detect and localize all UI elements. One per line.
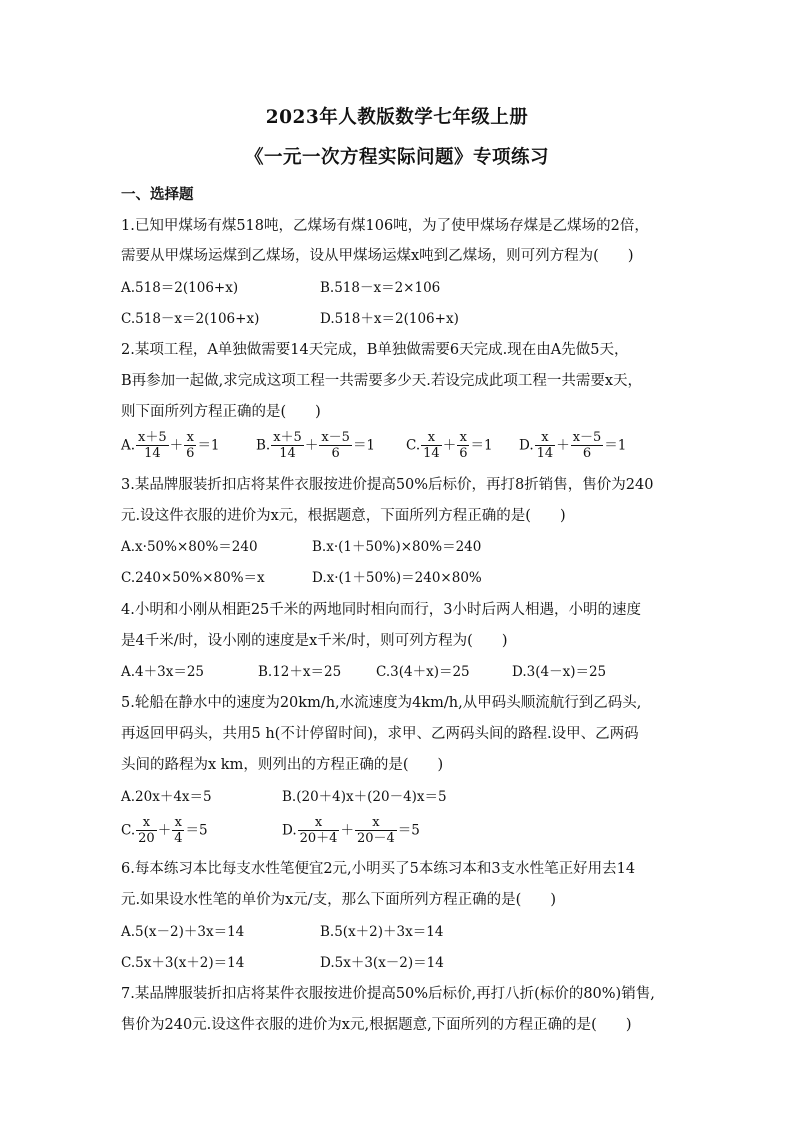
question-2-line-3: 则下面所列方程正确的是( )	[121, 404, 321, 420]
question-5-option-a: A.20x＋4x＝5	[121, 789, 212, 805]
question-1-option-d: D.518＋x＝2(106+x)	[320, 311, 459, 327]
denominator: 6	[571, 445, 604, 461]
question-4-line-1: 4.小明和小刚从相距25千米的两地同时相向而行，3小时后两人相遇，小明的速度	[121, 602, 642, 618]
fraction	[136, 430, 169, 461]
denominator: 20＋4	[299, 831, 338, 846]
option-letter: A.	[121, 437, 136, 454]
question-3-line-1: 3.某品牌服装折扣店将某件衣服按进价提高50%后标价，再打8折销售，售价为240	[121, 477, 654, 493]
numerator: x	[372, 815, 380, 830]
option-letter: D.	[282, 822, 297, 839]
question-2-option-d	[519, 430, 626, 461]
denominator: 6	[459, 446, 468, 461]
question-6-option-a: A.5(x－2)＋3x＝14	[121, 924, 245, 940]
numerator: x	[142, 815, 151, 830]
numerator: x＋5	[273, 430, 302, 445]
question-3-option-a: A.x·50%×80%＝240	[121, 539, 258, 555]
option-letter: C.	[406, 437, 421, 454]
question-6-line-2: 元.如果设水性笔的单价为x元/支，那么下面所列方程正确的是( )	[121, 892, 556, 908]
document-subtitle: 《一元一次方程实际问题》专项练习	[244, 147, 549, 168]
question-2-line-1: 2.某项工程，A单独做需要14天完成，B单独做需要6天完成.现在由A先做5天，	[121, 342, 629, 358]
fraction	[535, 430, 556, 461]
equals-part: ＝1	[352, 437, 376, 454]
question-3-option-b: B.x·(1＋50%)×80%＝240	[312, 539, 482, 555]
numerator: x	[459, 430, 467, 445]
question-5-line-3: 头间的路程为x km，则列出的方程正确的是( )	[121, 757, 444, 773]
question-6-line-1: 6.每本练习本比每支水性笔便宜2元,小明买了5本练习本和3支水性笔正好用去14	[121, 861, 636, 877]
question-7-line-2: 售价为240元.设这件衣服的进价为x元,根据题意,下面所列的方程正确的是( )	[121, 1017, 632, 1033]
fraction	[172, 815, 184, 846]
denominator: 6	[186, 446, 195, 461]
question-1-option-b: B.518－x＝2×106	[320, 280, 441, 296]
question-2-option-c	[406, 430, 493, 461]
question-6-option-d: D.5x＋3(x－2)＝14	[320, 955, 444, 971]
numerator: x－5	[572, 430, 602, 445]
plus-sign: ＋	[304, 437, 319, 454]
numerator: x	[174, 815, 182, 830]
fraction	[571, 430, 604, 461]
question-2-line-2: B再参加一起做,求完成这项工程一共需要多少天.若设完成此项工程一共需要x天，	[121, 373, 643, 389]
plus-sign: ＋	[169, 437, 184, 454]
equals-part: ＝1	[197, 437, 220, 454]
question-5-option-d	[282, 815, 420, 846]
option-letter: B.	[256, 437, 271, 454]
equals-part: ＝5	[185, 822, 208, 839]
question-4-line-2: 是4千米/时，设小刚的速度是x千米/时，则可列方程为( )	[121, 633, 508, 649]
fraction	[319, 430, 352, 461]
denominator: 6	[319, 445, 352, 461]
question-6-option-b: B.5(x＋2)＋3x＝14	[320, 924, 444, 940]
denominator: 14	[136, 445, 169, 461]
fraction	[136, 815, 157, 846]
plus-sign: ＋	[340, 822, 354, 839]
fraction	[298, 815, 340, 846]
question-4-option-b: B.12＋x＝25	[258, 664, 342, 680]
question-1-line-1: 1.已知甲煤场有煤518吨，乙煤场有煤106吨，为了使甲煤场存煤是乙煤场的2倍，	[121, 218, 649, 234]
fraction	[184, 430, 196, 461]
question-5-line-2: 再返回甲码头，共用5 h(不计停留时间)，求甲、乙两码头间的路程.设甲、乙两码	[121, 726, 639, 742]
denominator: 20	[138, 831, 155, 846]
option-letter: C.	[121, 822, 136, 839]
plus-sign: ＋	[442, 437, 457, 454]
fraction	[457, 430, 469, 461]
question-1-line-2: 需要从甲煤场运煤到乙煤场，设从甲煤场运煤x吨到乙煤场，则可列方程为( )	[121, 248, 634, 264]
question-2-option-b	[256, 430, 375, 461]
numerator: x	[314, 815, 323, 830]
denominator: 20－4	[356, 831, 395, 846]
question-7-line-1: 7.某品牌服装折扣店将某件衣服按进价提高50%后标价,再打八折(标价的80%)销售,	[121, 986, 655, 1002]
question-4-option-a: A.4＋3x＝25	[121, 664, 205, 680]
denominator: 14	[536, 446, 554, 461]
document-title: 2023年人教版数学七年级上册	[265, 107, 529, 128]
denominator: 4	[174, 831, 183, 846]
question-5-option-b: B.(20＋4)x＋(20－4)x＝5	[282, 789, 447, 805]
equals-part: ＝5	[397, 822, 420, 839]
numerator: x	[541, 430, 549, 445]
denominator: 14	[271, 445, 304, 461]
numerator: x＋5	[138, 430, 167, 445]
fraction	[421, 430, 442, 461]
question-1-option-c: C.518－x＝2(106+x)	[121, 311, 260, 327]
question-4-option-c: C.3(4＋x)＝25	[376, 664, 470, 680]
section-heading: 一、选择题	[121, 186, 194, 203]
question-4-option-d: D.3(4－x)＝25	[512, 664, 607, 680]
fraction	[271, 430, 304, 461]
question-5-option-c	[121, 815, 208, 846]
equals-part: ＝1	[604, 437, 627, 454]
plus-sign: ＋	[556, 437, 570, 454]
equals-part: ＝1	[470, 437, 493, 454]
numerator: x	[186, 430, 194, 445]
option-letter: D.	[519, 437, 534, 454]
question-2-option-a	[121, 430, 220, 461]
numerator: x－5	[321, 430, 350, 445]
question-1-option-a: A.518＝2(106+x)	[121, 280, 239, 296]
numerator: x	[427, 430, 436, 445]
plus-sign: ＋	[157, 822, 172, 839]
question-3-line-2: 元.设这件衣服的进价为x元，根据题意，下面所列方程正确的是( )	[121, 508, 566, 524]
question-3-option-d: D.x·(1＋50%)＝240×80%	[312, 570, 482, 586]
fraction	[355, 815, 397, 846]
denominator: 14	[423, 446, 440, 461]
question-6-option-c: C.5x＋3(x＋2)＝14	[121, 955, 245, 971]
question-3-option-c: C.240×50%×80%＝x	[121, 570, 265, 586]
question-5-line-1: 5.轮船在静水中的速度为20km/h,水流速度为4km/h,从甲码头顺流航行到乙码头,	[121, 695, 642, 711]
